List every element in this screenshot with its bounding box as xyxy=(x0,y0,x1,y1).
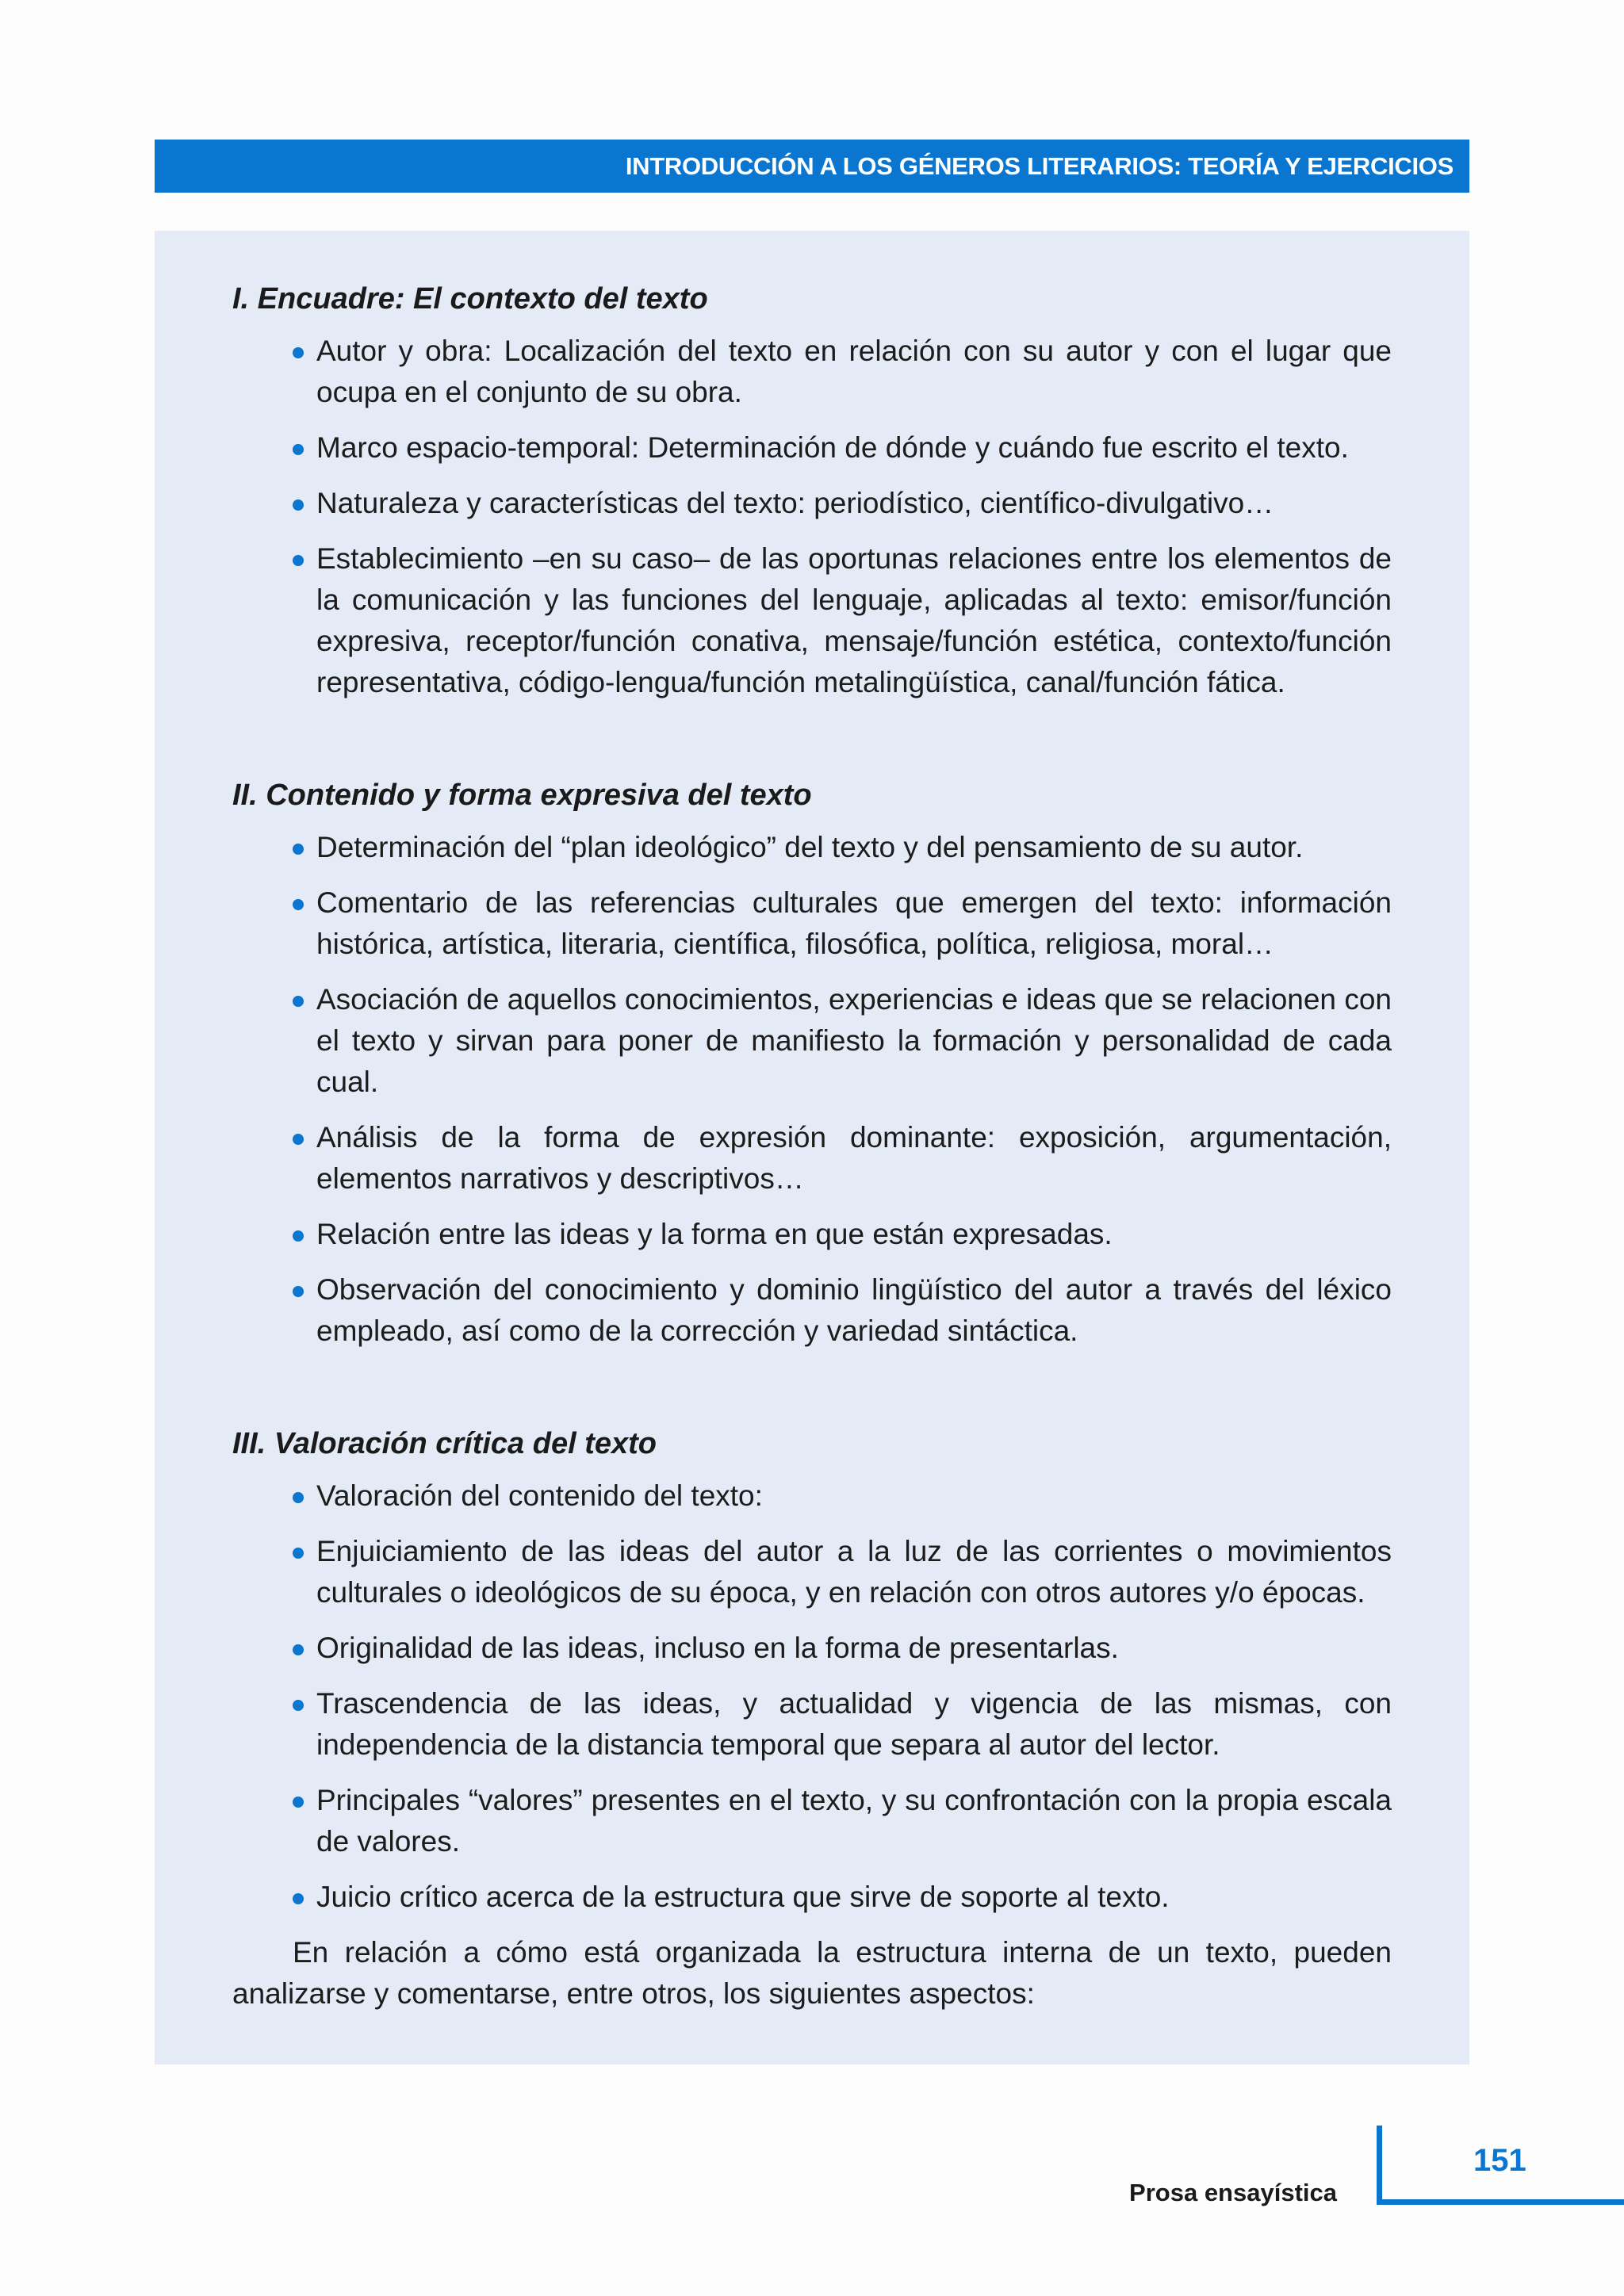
bullet-list xyxy=(232,1475,1392,1918)
content-panel xyxy=(155,231,1469,2064)
bullet-icon xyxy=(293,499,304,511)
list-item xyxy=(293,1214,1392,1255)
bullet-icon xyxy=(293,347,304,358)
list-item-text: Determinación del “plan ideológico” del texto y del pensamiento de su autor. xyxy=(316,831,1304,863)
page-number: 151 xyxy=(1473,2143,1526,2178)
list-item-text: Relación entre las ideas y la forma en que están expresadas. xyxy=(316,1218,1113,1250)
list-item xyxy=(293,1117,1392,1200)
bullet-icon xyxy=(293,1286,304,1297)
list-item-text: Originalidad de las ideas, incluso en la forma de presentarlas. xyxy=(316,1632,1119,1664)
closing-paragraph: En relación a cómo está organizada la estructura interna de un texto, pueden analizarse y comentarse, entre otros, los siguientes aspectos: xyxy=(232,1936,1392,2010)
list-item-text: Comentario de las referencias culturales que emergen del texto: información histórica, artística, literaria, científica, filosófica, política, religiosa, moral… xyxy=(316,886,1392,960)
list-item xyxy=(293,331,1392,413)
bullet-icon xyxy=(293,444,304,455)
list-item xyxy=(293,1683,1392,1766)
bullet-icon xyxy=(293,1134,304,1145)
bullet-icon xyxy=(293,1700,304,1711)
list-item-text: Enjuiciamiento de las ideas del autor a la luz de las corrientes o movimientos culturales o ideológicos de su época, y en relación con otros autores y/o épocas. xyxy=(316,1535,1392,1609)
list-item-text: Naturaleza y características del texto: periodístico, científico-divulgativo… xyxy=(316,487,1274,519)
bullet-icon xyxy=(293,1548,304,1559)
list-item-text: Asociación de aquellos conocimientos, experiencias e ideas que se relacionen con el texto y sirvan para poner de manifiesto la formación y personalidad de cada cual. xyxy=(316,983,1392,1098)
list-item xyxy=(293,882,1392,965)
list-item xyxy=(293,538,1392,703)
section-contenido xyxy=(232,775,1392,1352)
list-item-text: Trascendencia de las ideas, y actualidad y vigencia de las mismas, con independencia de la distancia temporal que separa al autor del lector. xyxy=(316,1687,1392,1761)
list-item-text: Principales “valores” presentes en el texto, y su confrontación con la propia escala de valores. xyxy=(316,1784,1392,1858)
bullet-icon xyxy=(293,1230,304,1242)
header-title: INTRODUCCIÓN A LOS GÉNEROS LITERARIOS: TEORÍA Y EJERCICIOS xyxy=(625,151,1454,180)
bullet-icon xyxy=(293,1893,304,1904)
list-item xyxy=(293,1269,1392,1352)
list-item xyxy=(293,1877,1392,1918)
list-item xyxy=(293,483,1392,524)
bullet-icon xyxy=(293,555,304,566)
bullet-icon xyxy=(293,899,304,910)
list-item xyxy=(293,979,1392,1103)
list-item xyxy=(293,427,1392,469)
list-item xyxy=(293,1628,1392,1669)
list-item-text: Autor y obra: Localización del texto en relación con su autor y con el lugar que ocupa en el conjunto de su obra. xyxy=(316,335,1392,408)
bullet-icon xyxy=(293,1644,304,1655)
list-item xyxy=(293,1475,1392,1517)
list-item-text: Valoración del contenido del texto: xyxy=(316,1479,763,1512)
bullet-icon xyxy=(293,996,304,1007)
header-bar xyxy=(155,140,1469,193)
list-item-text: Observación del conocimiento y dominio lingüístico del autor a través del léxico empleado, así como de la corrección y variedad sintáctica. xyxy=(316,1273,1392,1347)
list-item xyxy=(293,827,1392,868)
list-item-text: Marco espacio-temporal: Determinación de dónde y cuándo fue escrito el texto. xyxy=(316,431,1349,464)
section-heading: II. Contenido y forma expresiva del texto xyxy=(232,779,812,812)
list-item-text: Análisis de la forma de expresión dominante: exposición, argumentación, elementos narrativos y descriptivos… xyxy=(316,1121,1392,1195)
list-item-text: Establecimiento –en su caso– de las oportunas relaciones entre los elementos de la comunicación y las funciones del lenguaje, aplicadas al texto: emisor/función expresiva, receptor/función conativa, mensaje/función estética, contexto/función representativa, código-lengua/función metalingüística, canal/función fática. xyxy=(316,542,1392,698)
bullet-list xyxy=(232,331,1392,703)
list-item-text: Juicio crítico acerca de la estructura que sirve de soporte al texto. xyxy=(316,1881,1170,1913)
section-valoracion xyxy=(232,1423,1392,2015)
footer-section-label: Prosa ensayística xyxy=(1129,2179,1337,2206)
section-encuadre xyxy=(232,278,1392,703)
bullet-icon xyxy=(293,1797,304,1808)
section-heading: III. Valoración crítica del texto xyxy=(232,1427,657,1460)
section-heading: I. Encuadre: El contexto del texto xyxy=(232,282,708,316)
bullet-list xyxy=(232,827,1392,1352)
bullet-icon xyxy=(293,1492,304,1503)
list-item xyxy=(293,1780,1392,1862)
list-item xyxy=(293,1531,1392,1613)
bullet-icon xyxy=(293,844,304,855)
